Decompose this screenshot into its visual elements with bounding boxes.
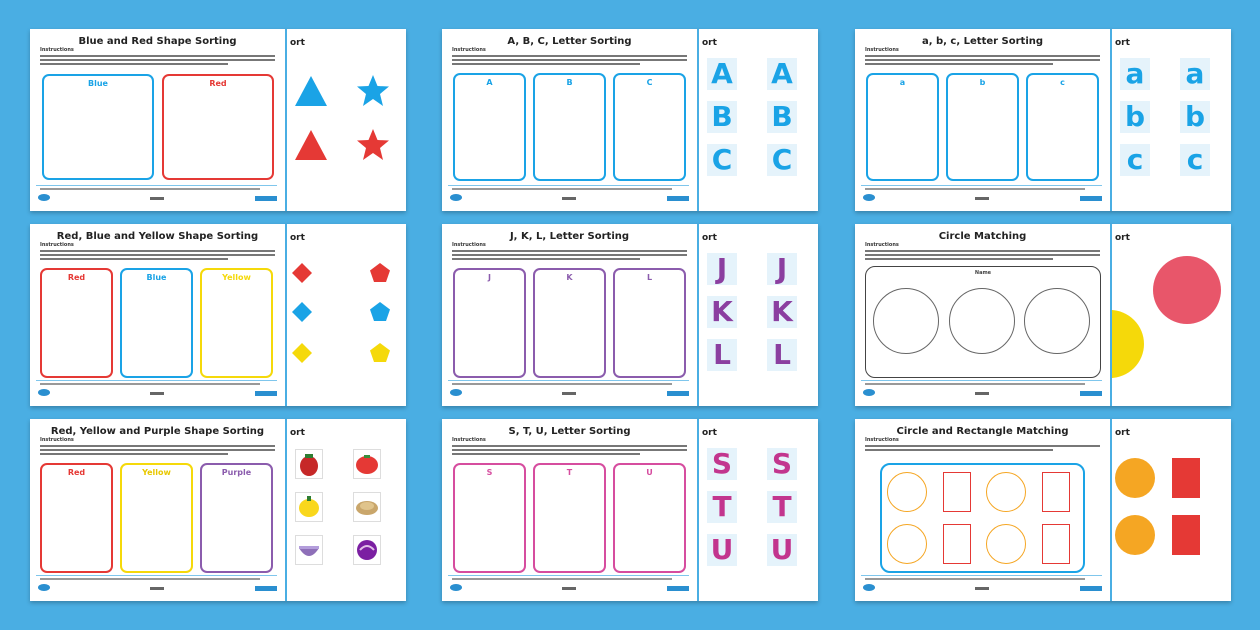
worksheet-page [30, 224, 285, 406]
sorting-box-b [946, 73, 1019, 181]
circle-outline [887, 524, 927, 564]
sorting-box-k [533, 268, 606, 378]
worksheet-page [855, 29, 1110, 211]
box-label: a [899, 78, 906, 87]
page-number [562, 587, 576, 590]
letter-card[interactable]: B [707, 101, 737, 133]
footer-divider [36, 185, 277, 186]
cutout-page [287, 419, 406, 601]
page-number [562, 392, 576, 395]
letter-card[interactable]: J [767, 253, 797, 285]
worksheet-page [442, 224, 697, 406]
page-number [150, 392, 164, 395]
worksheet-red-yellow-purple[interactable] [30, 419, 406, 601]
sorting-box-a [453, 73, 526, 181]
sorting-box-l [613, 268, 686, 378]
logo-icon [38, 584, 50, 591]
box-label: Red [67, 468, 86, 477]
footer-text [452, 578, 672, 580]
footer-text [452, 188, 672, 190]
cutout-page-heading: ort [702, 233, 717, 243]
page-title: Blue and Red Shape Sorting [78, 36, 237, 47]
page-number [150, 197, 164, 200]
red-star-icon[interactable] [355, 127, 391, 163]
box-label: A [486, 78, 493, 87]
logo-icon [863, 389, 875, 396]
box-label: Purple [221, 468, 252, 477]
cutout-page-heading: ort [1115, 38, 1130, 48]
cutout-page-heading: ort [702, 428, 717, 438]
brand-mark-icon [1080, 586, 1102, 591]
red-pentagon-icon[interactable] [369, 262, 391, 284]
letter-card[interactable]: K [767, 296, 797, 328]
footer-divider [448, 575, 689, 576]
page-title: A, B, C, Letter Sorting [507, 36, 632, 47]
cutout-page-heading: ort [290, 428, 305, 438]
letter-card[interactable]: c [1180, 144, 1210, 176]
footer-divider [36, 380, 277, 381]
instructions-label: Instructions [452, 437, 486, 443]
footer-divider [36, 575, 277, 576]
worksheet-stu[interactable] [442, 419, 818, 601]
page-title: S, T, U, Letter Sorting [508, 426, 631, 437]
pink-circle-icon[interactable] [1153, 256, 1221, 324]
letter-card[interactable]: L [707, 339, 737, 371]
sorting-box-u [613, 463, 686, 573]
logo-icon [450, 194, 462, 201]
footer-divider [861, 185, 1102, 186]
page-number [150, 587, 164, 590]
instructions-label: Instructions [452, 242, 486, 248]
cutout-page [287, 224, 406, 406]
worksheet-page [30, 29, 285, 211]
sorting-box-j [453, 268, 526, 378]
instructions-label: Instructions [40, 242, 74, 248]
red-diamond-icon[interactable] [291, 262, 313, 284]
worksheet-page [30, 419, 285, 601]
rectangle-outline [1042, 472, 1070, 512]
letter-card[interactable]: T [767, 491, 797, 523]
box-label: Yellow [142, 468, 171, 477]
blue-pentagon-icon[interactable] [369, 301, 391, 323]
orange-circle-icon[interactable] [1115, 515, 1155, 555]
brand-mark-icon [255, 391, 277, 396]
worksheet-circle-matching[interactable] [855, 224, 1231, 406]
rectangle-outline [943, 524, 971, 564]
footer-text [40, 578, 260, 580]
cutout-page-heading: ort [290, 38, 305, 48]
instructions-text [40, 445, 275, 457]
worksheet-circle-rectangle[interactable] [855, 419, 1231, 601]
letter-card[interactable]: S [767, 448, 797, 480]
brand-mark-icon [667, 196, 689, 201]
instructions-label: Instructions [865, 437, 899, 443]
brand-mark-icon [1080, 196, 1102, 201]
instructions-label: Instructions [452, 47, 486, 53]
letter-card[interactable]: b [1120, 101, 1150, 133]
letter-card[interactable]: K [707, 296, 737, 328]
box-label: Red [67, 273, 86, 282]
letter-card[interactable]: b [1180, 101, 1210, 133]
rectangle-outline [943, 472, 971, 512]
box-label: b [979, 78, 986, 87]
logo-icon [863, 194, 875, 201]
purple-bowl-icon[interactable] [295, 535, 323, 565]
box-label: c [1060, 78, 1065, 87]
logo-icon [863, 584, 875, 591]
worksheet-abc-upper[interactable] [442, 29, 818, 211]
letter-card[interactable]: C [707, 144, 737, 176]
page-number [975, 587, 989, 590]
sorting-box-yellow [200, 268, 273, 378]
page-title: Red, Blue and Yellow Shape Sorting [56, 231, 259, 242]
sorting-box-t [533, 463, 606, 573]
letter-card[interactable]: J [707, 253, 737, 285]
sorting-box-blue [120, 268, 193, 378]
box-label: Red [209, 79, 227, 88]
letter-card[interactable]: A [707, 58, 737, 90]
box-label: U [646, 468, 653, 477]
page-title: J, K, L, Letter Sorting [509, 231, 630, 242]
letter-card[interactable]: U [767, 534, 797, 566]
cutout-page [1112, 224, 1231, 406]
worksheet-abc-lower[interactable] [855, 29, 1231, 211]
brand-mark-icon [667, 586, 689, 591]
box-label: T [566, 468, 573, 477]
page-title: Circle Matching [938, 231, 1027, 242]
worksheet-page [442, 419, 697, 601]
logo-icon [38, 194, 50, 201]
letter-card[interactable]: U [707, 534, 737, 566]
letter-card[interactable]: S [707, 448, 737, 480]
rectangle-outline [1042, 524, 1070, 564]
brand-mark-icon [255, 196, 277, 201]
instructions-label: Instructions [865, 242, 899, 248]
red-cabbage-icon[interactable] [353, 535, 381, 565]
box-label: J [488, 273, 491, 282]
logo-icon [450, 584, 462, 591]
letter-card[interactable]: L [767, 339, 797, 371]
yellow-diamond-icon[interactable] [291, 342, 313, 364]
brand-mark-icon [1080, 391, 1102, 396]
letter-card[interactable]: T [707, 491, 737, 523]
box-label: S [486, 468, 493, 477]
circle-outline [949, 288, 1015, 354]
instructions-label: Instructions [40, 437, 74, 443]
box-label: C [646, 78, 653, 87]
sorting-box-s [453, 463, 526, 573]
sorting-box-c [1026, 73, 1099, 181]
circle-outline [986, 472, 1026, 512]
cutout-page [699, 224, 818, 406]
brand-mark-icon [255, 586, 277, 591]
worksheet-blue-red-shapes[interactable] [30, 29, 406, 211]
worksheet-page [442, 29, 697, 211]
box-label: B [566, 78, 573, 87]
letter-card[interactable]: C [767, 144, 797, 176]
blue-triangle-icon[interactable] [293, 74, 329, 108]
red-rectangle-icon[interactable] [1172, 515, 1200, 555]
box-label: K [566, 273, 573, 282]
letter-card[interactable]: c [1120, 144, 1150, 176]
footer-text [452, 383, 672, 385]
instructions-text [40, 250, 275, 262]
footer-divider [448, 380, 689, 381]
cutout-page-heading: ort [290, 233, 305, 243]
footer-text [40, 383, 260, 385]
instructions-text [865, 55, 1100, 67]
footer-text [865, 188, 1085, 190]
page-number [562, 197, 576, 200]
instructions-label: Instructions [865, 47, 899, 53]
worksheet-page [855, 419, 1110, 601]
strawberry-icon[interactable] [295, 449, 323, 479]
brand-mark-icon [667, 391, 689, 396]
worksheet-red-blue-yellow-shapes[interactable] [30, 224, 406, 406]
circle-outline [873, 288, 939, 354]
instructions-text [40, 55, 275, 67]
footer-text [865, 383, 1085, 385]
red-rectangle-icon[interactable] [1172, 458, 1200, 498]
yellow-pepper-icon[interactable] [295, 492, 323, 522]
page-title: Circle and Rectangle Matching [896, 426, 1069, 437]
instructions-label: Instructions [40, 47, 74, 53]
cutout-page-heading: ort [1115, 233, 1130, 243]
box-label: L [646, 273, 653, 282]
footer-text [865, 578, 1085, 580]
cutout-page [699, 419, 818, 601]
instructions-text [452, 445, 687, 457]
tomato-icon[interactable] [353, 449, 381, 479]
sorting-box-b [533, 73, 606, 181]
worksheet-page [855, 224, 1110, 406]
cutout-page [1112, 29, 1231, 211]
circle-outline [887, 472, 927, 512]
footer-divider [861, 380, 1102, 381]
pasta-icon[interactable] [353, 492, 381, 522]
worksheet-jkl[interactable] [442, 224, 818, 406]
footer-text [40, 188, 260, 190]
cutout-page-heading: ort [702, 38, 717, 48]
letter-card[interactable]: A [767, 58, 797, 90]
orange-circle-icon[interactable] [1115, 458, 1155, 498]
box-label: Yellow [222, 273, 251, 282]
cutout-page [1112, 419, 1231, 601]
yellow-pentagon-icon[interactable] [369, 342, 391, 364]
cutout-page [699, 29, 818, 211]
sorting-box-c [613, 73, 686, 181]
yellow-circle-icon[interactable] [1112, 310, 1144, 378]
box-label: Blue [146, 273, 167, 282]
blue-star-icon[interactable] [355, 73, 391, 109]
logo-icon [38, 389, 50, 396]
red-triangle-icon[interactable] [293, 128, 329, 162]
letter-card[interactable]: B [767, 101, 797, 133]
sorting-box-red [162, 74, 274, 180]
cutout-page-heading: ort [1115, 428, 1130, 438]
letter-card[interactable]: a [1180, 58, 1210, 90]
panel-label: Name [974, 270, 992, 276]
sorting-box-blue [42, 74, 154, 180]
instructions-text [865, 445, 1100, 453]
sorting-box-red [40, 268, 113, 378]
instructions-text [452, 55, 687, 67]
page-number [975, 392, 989, 395]
sorting-box-a [866, 73, 939, 181]
footer-divider [448, 185, 689, 186]
sorting-box-purple [200, 463, 273, 573]
sorting-box-red [40, 463, 113, 573]
logo-icon [450, 389, 462, 396]
footer-divider [861, 575, 1102, 576]
sorting-box-yellow [120, 463, 193, 573]
circle-outline [1024, 288, 1090, 354]
instructions-text [865, 250, 1100, 262]
page-number [975, 197, 989, 200]
instructions-text [452, 250, 687, 262]
page-title: a, b, c, Letter Sorting [921, 36, 1044, 47]
page-title: Red, Yellow and Purple Shape Sorting [50, 426, 265, 437]
letter-card[interactable]: a [1120, 58, 1150, 90]
cutout-page [287, 29, 406, 211]
box-label: Blue [88, 79, 108, 88]
circle-outline [986, 524, 1026, 564]
blue-diamond-icon[interactable] [291, 301, 313, 323]
